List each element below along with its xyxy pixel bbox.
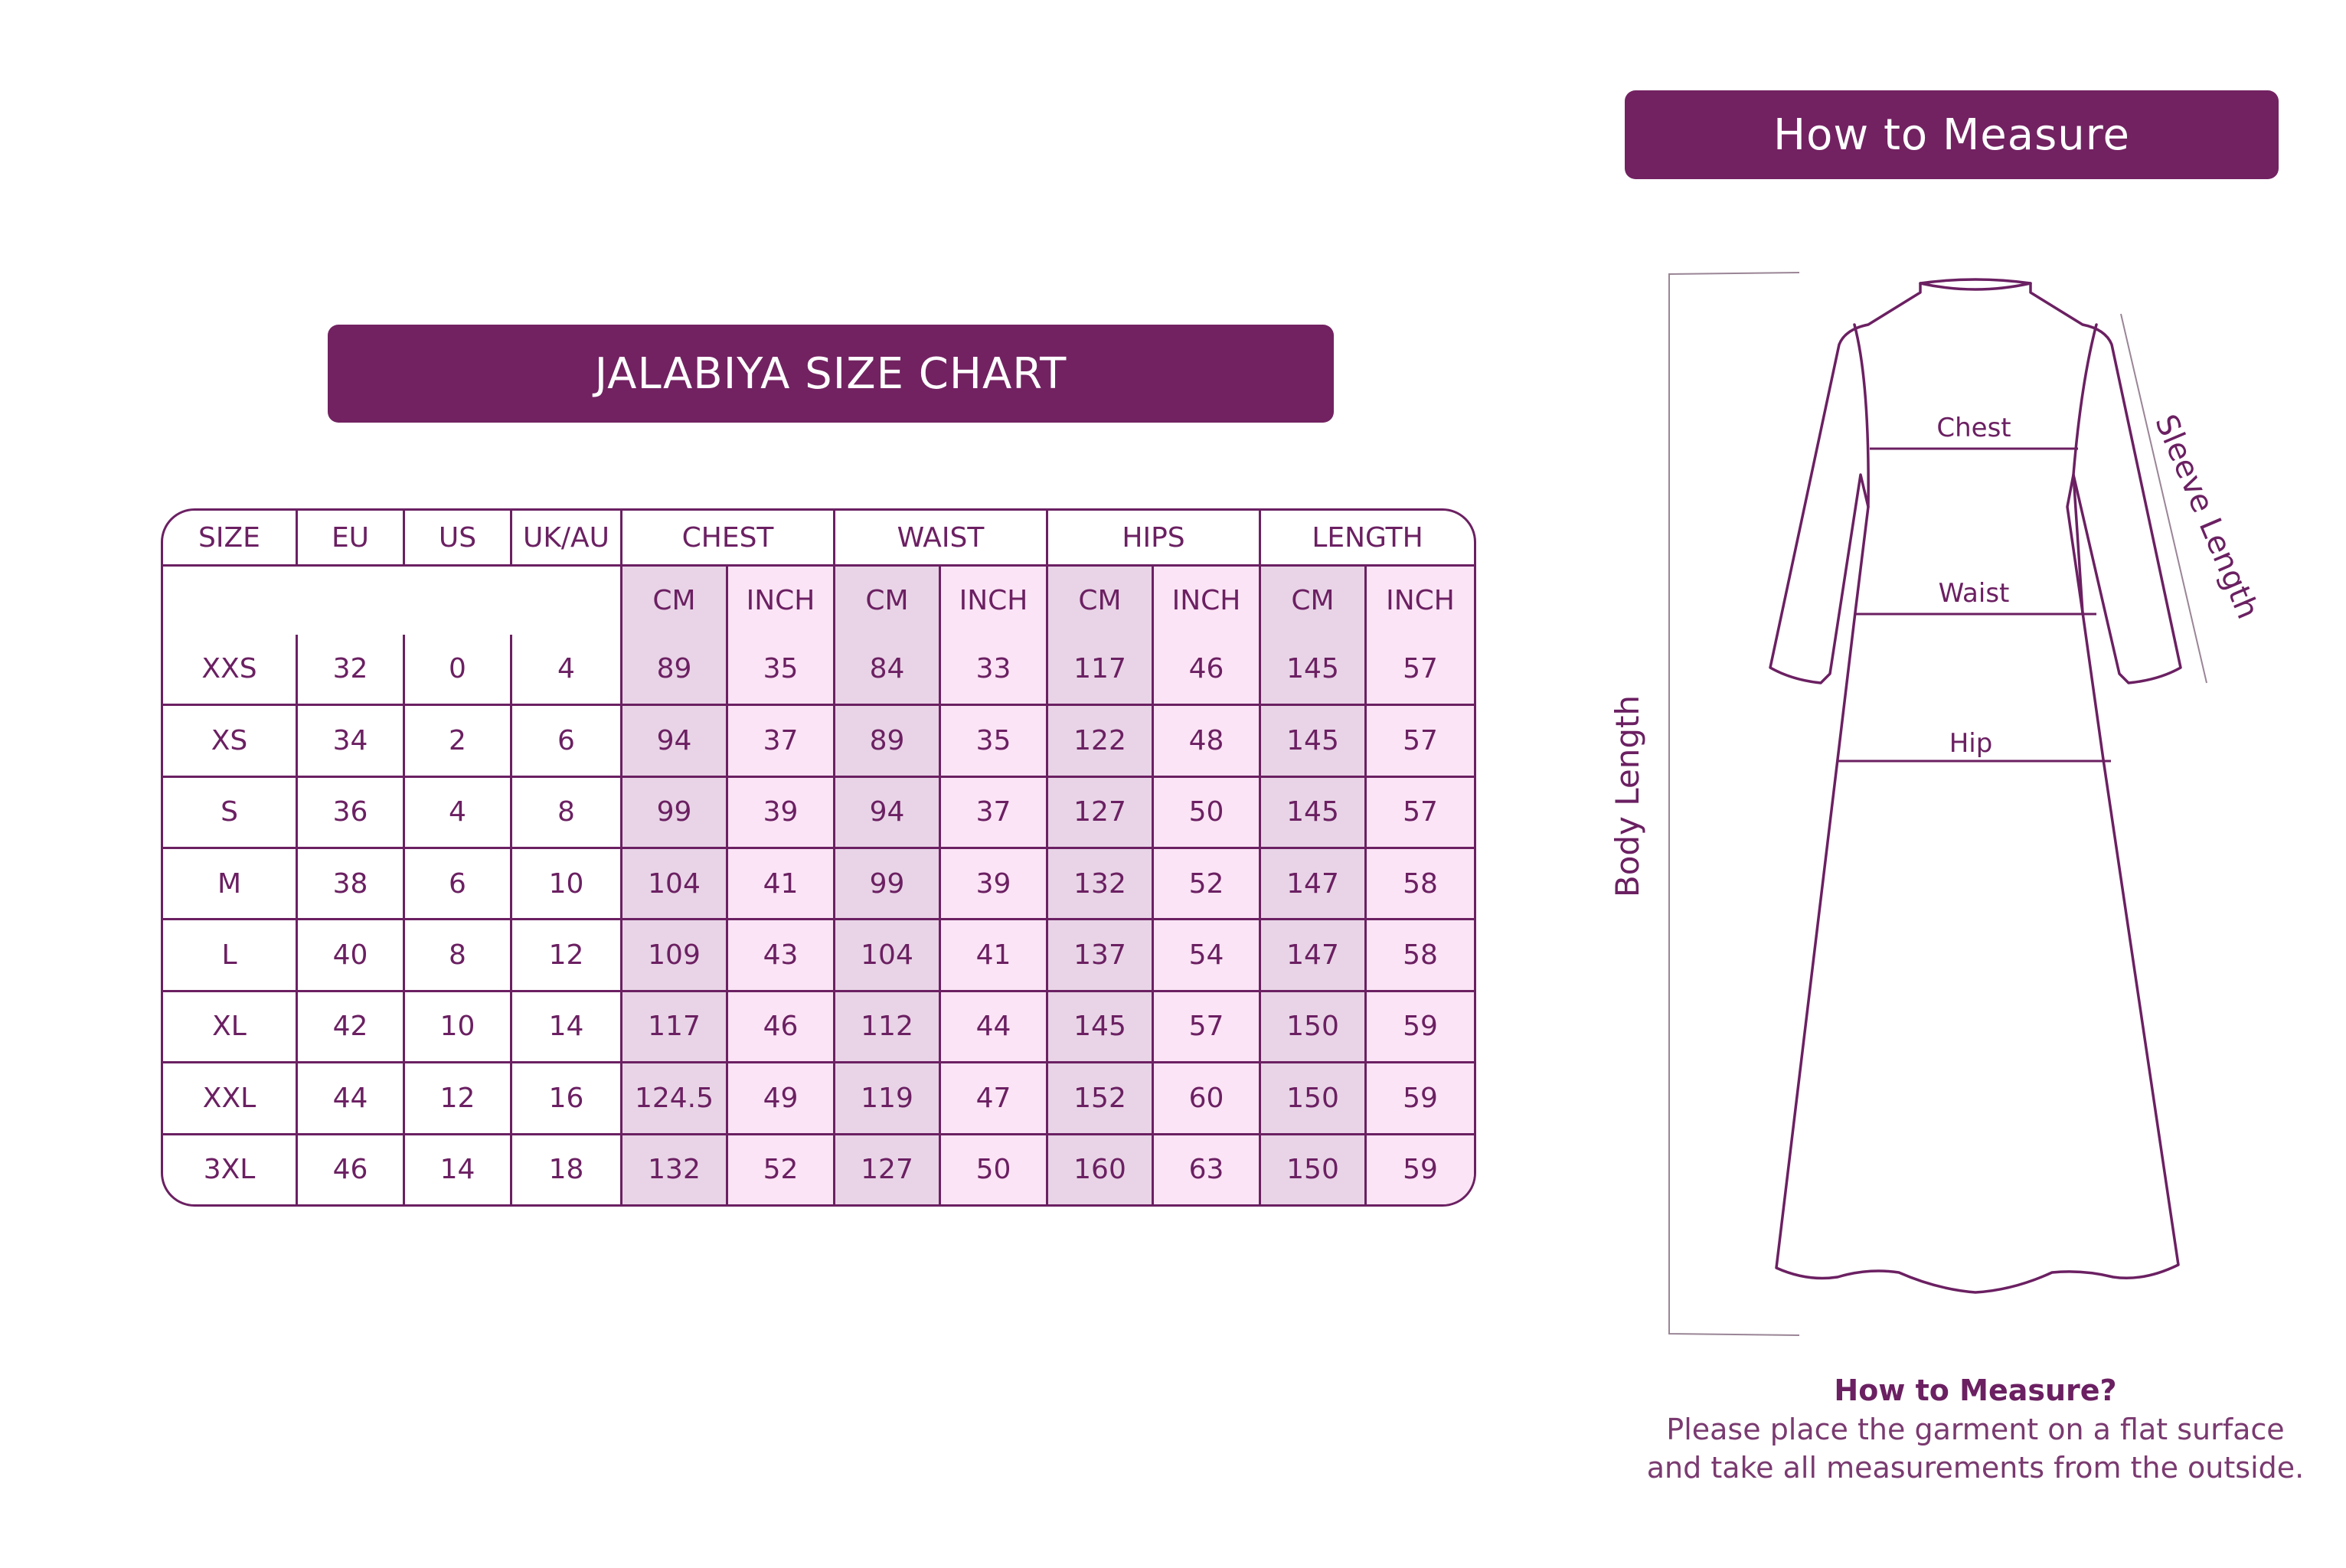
cell-length-cm: 145: [1261, 635, 1367, 706]
cell-size: 3XL: [163, 1135, 298, 1204]
cell-waist-inch: 50: [941, 1135, 1048, 1204]
cell-hips-inch: 63: [1154, 1135, 1261, 1204]
cell-hips-inch: 52: [1154, 849, 1261, 920]
cell-hips-inch: 50: [1154, 778, 1261, 849]
cell-chest-inch: 49: [728, 1063, 835, 1135]
cell-waist-inch: 44: [941, 992, 1048, 1063]
cell-us: 2: [405, 706, 512, 777]
subheader-waist-inch: INCH: [941, 567, 1048, 634]
cell-hips-cm: 145: [1048, 992, 1154, 1063]
cell-us: 8: [405, 920, 512, 991]
measure-instructions-line-1: Please place the garment on a flat surface: [1666, 1413, 2285, 1446]
measure-instructions-line-2: and take all measurements from the outside.: [1646, 1451, 2305, 1485]
cell-length-cm: 150: [1261, 1135, 1367, 1204]
cell-size: S: [163, 778, 298, 849]
table-row: [163, 1135, 1474, 1204]
cell-ukau: 6: [512, 706, 622, 777]
table-row: [163, 778, 1474, 849]
cell-hips-inch: 54: [1154, 920, 1261, 991]
cell-length-inch: 57: [1367, 778, 1474, 849]
cell-waist-inch: 47: [941, 1063, 1048, 1135]
neckline: [1920, 283, 2031, 289]
table-row: [163, 1063, 1474, 1135]
cell-size: XXL: [163, 1063, 298, 1135]
cell-waist-inch: 39: [941, 849, 1048, 920]
table-row: [163, 635, 1474, 706]
cell-length-inch: 58: [1367, 849, 1474, 920]
cell-ukau: 16: [512, 1063, 622, 1135]
header-size: SIZE: [163, 511, 298, 567]
cell-hips-cm: 152: [1048, 1063, 1154, 1135]
chest-label: Chest: [1936, 413, 2011, 443]
cell-chest-cm: 109: [622, 920, 728, 991]
subheader-hips-inch: INCH: [1154, 567, 1261, 634]
subheader-length-inch: INCH: [1367, 567, 1474, 634]
cell-hips-inch: 48: [1154, 706, 1261, 777]
subheader-chest-inch: INCH: [728, 567, 835, 634]
cell-chest-inch: 41: [728, 849, 835, 920]
cell-waist-inch: 41: [941, 920, 1048, 991]
cell-chest-cm: 99: [622, 778, 728, 849]
cell-size: XL: [163, 992, 298, 1063]
cell-us: 12: [405, 1063, 512, 1135]
cell-length-inch: 59: [1367, 1063, 1474, 1135]
subheader-waist-cm: CM: [835, 567, 941, 634]
cell-hips-cm: 132: [1048, 849, 1154, 920]
header-eu: EU: [298, 511, 405, 567]
cell-waist-cm: 119: [835, 1063, 941, 1135]
cell-us: 10: [405, 992, 512, 1063]
cell-chest-cm: 132: [622, 1135, 728, 1204]
cell-ukau: 18: [512, 1135, 622, 1204]
cell-length-cm: 147: [1261, 920, 1367, 991]
body-length-guide: [1669, 273, 1799, 1335]
cell-waist-inch: 33: [941, 635, 1048, 706]
cell-eu: 32: [298, 635, 405, 706]
cell-hips-cm: 127: [1048, 778, 1154, 849]
cell-waist-cm: 104: [835, 920, 941, 991]
cell-eu: 34: [298, 706, 405, 777]
cell-waist-cm: 84: [835, 635, 941, 706]
subheader-length-cm: CM: [1261, 567, 1367, 634]
cell-us: 4: [405, 778, 512, 849]
cell-length-inch: 59: [1367, 1135, 1474, 1204]
cell-chest-inch: 46: [728, 992, 835, 1063]
waist-label: Waist: [1938, 578, 2010, 609]
cell-length-inch: 57: [1367, 635, 1474, 706]
measure-note: [1608, 1370, 2343, 1487]
cell-ukau: 8: [512, 778, 622, 849]
cell-length-cm: 145: [1261, 778, 1367, 849]
cell-us: 14: [405, 1135, 512, 1204]
cell-size: L: [163, 920, 298, 991]
cell-hips-inch: 46: [1154, 635, 1261, 706]
table-row: [163, 849, 1474, 920]
cell-eu: 36: [298, 778, 405, 849]
table-row: [163, 920, 1474, 991]
cell-eu: 40: [298, 920, 405, 991]
cell-length-inch: 58: [1367, 920, 1474, 991]
header-hips: HIPS: [1048, 511, 1261, 567]
cell-ukau: 4: [512, 635, 622, 706]
cell-waist-cm: 112: [835, 992, 941, 1063]
size-chart-table: [161, 508, 1476, 1207]
cell-us: 0: [405, 635, 512, 706]
header-waist: WAIST: [835, 511, 1048, 567]
cell-waist-inch: 35: [941, 706, 1048, 777]
cell-chest-cm: 124.5: [622, 1063, 728, 1135]
header-row: [163, 511, 1474, 567]
cell-ukau: 14: [512, 992, 622, 1063]
cell-eu: 42: [298, 992, 405, 1063]
cell-size: M: [163, 849, 298, 920]
cell-waist-cm: 127: [835, 1135, 941, 1204]
cell-hips-cm: 137: [1048, 920, 1154, 991]
how-to-measure-banner: [1625, 90, 2279, 179]
sleeve-length-label: Sleeve Length: [2148, 409, 2266, 624]
cell-ukau: 10: [512, 849, 622, 920]
cell-chest-cm: 89: [622, 635, 728, 706]
cell-length-inch: 59: [1367, 992, 1474, 1063]
subheader-chest-cm: CM: [622, 567, 728, 634]
cell-chest-inch: 43: [728, 920, 835, 991]
subheader-hips-cm: CM: [1048, 567, 1154, 634]
cell-hips-cm: 160: [1048, 1135, 1154, 1204]
cell-hips-inch: 57: [1154, 992, 1261, 1063]
size-chart-title: JALABIYA SIZE CHART: [594, 348, 1067, 399]
table-row: [163, 706, 1474, 777]
cell-length-cm: 150: [1261, 992, 1367, 1063]
cell-length-cm: 150: [1261, 1063, 1367, 1135]
cell-length-cm: 147: [1261, 849, 1367, 920]
cell-waist-cm: 99: [835, 849, 941, 920]
cell-size: XS: [163, 706, 298, 777]
cell-chest-cm: 94: [622, 706, 728, 777]
body-length-label: Body Length: [1609, 694, 1646, 898]
hip-label: Hip: [1949, 728, 1993, 759]
cell-length-cm: 145: [1261, 706, 1367, 777]
table-row: [163, 992, 1474, 1063]
cell-ukau: 12: [512, 920, 622, 991]
measure-question: How to Measure?: [1834, 1374, 2117, 1407]
size-chart-banner: [328, 325, 1334, 423]
cell-hips-cm: 117: [1048, 635, 1154, 706]
cell-waist-inch: 37: [941, 778, 1048, 849]
cell-waist-cm: 94: [835, 778, 941, 849]
header-chest: CHEST: [622, 511, 835, 567]
subheader-row: [163, 567, 1474, 634]
header-length: LENGTH: [1261, 511, 1474, 567]
cell-chest-cm: 117: [622, 992, 728, 1063]
cell-hips-cm: 122: [1048, 706, 1154, 777]
cell-chest-inch: 35: [728, 635, 835, 706]
how-to-measure-title: How to Measure: [1773, 109, 2130, 160]
cell-size: XXS: [163, 635, 298, 706]
subheader-blank: [163, 567, 622, 634]
cell-eu: 44: [298, 1063, 405, 1135]
header-ukau: UK/AU: [512, 511, 622, 567]
cell-hips-inch: 60: [1154, 1063, 1261, 1135]
cell-chest-inch: 37: [728, 706, 835, 777]
cell-eu: 46: [298, 1135, 405, 1204]
header-us: US: [405, 511, 512, 567]
dress-diagram: [1593, 260, 2282, 1348]
cell-eu: 38: [298, 849, 405, 920]
cell-chest-inch: 39: [728, 778, 835, 849]
cell-chest-cm: 104: [622, 849, 728, 920]
cell-us: 6: [405, 849, 512, 920]
cell-waist-cm: 89: [835, 706, 941, 777]
cell-length-inch: 57: [1367, 706, 1474, 777]
cell-chest-inch: 52: [728, 1135, 835, 1204]
